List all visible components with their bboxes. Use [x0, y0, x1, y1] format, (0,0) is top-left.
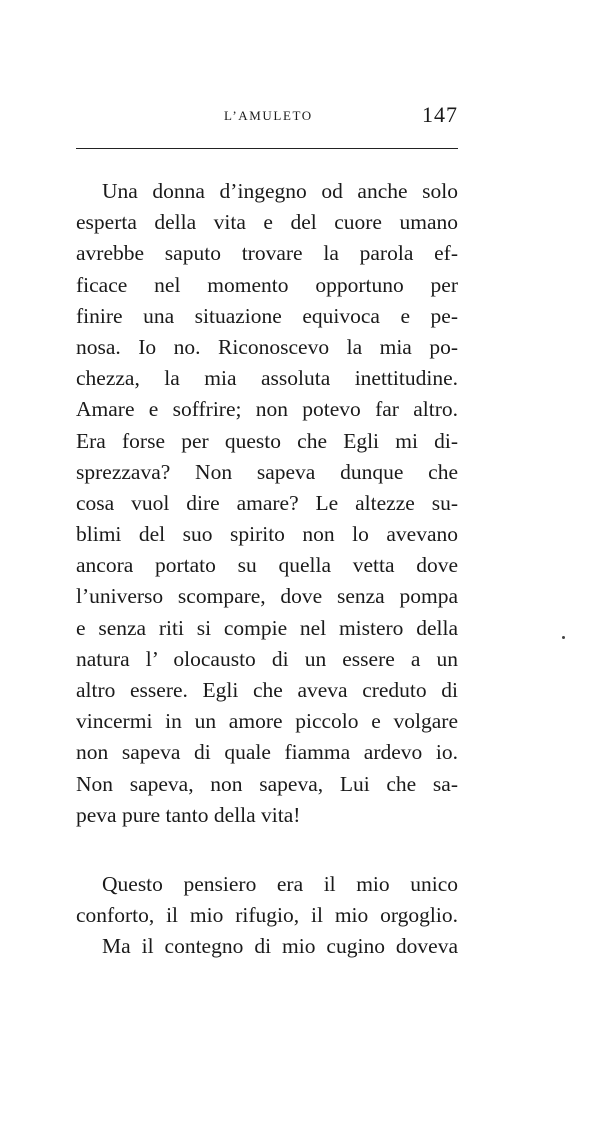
running-title: L’AMULETO: [224, 108, 313, 123]
text-line: e senza riti si compie nel mistero della: [76, 615, 458, 640]
text-line: Non sapeva, non sapeva, Lui che sa-: [76, 771, 458, 796]
text-line: Ma il contegno di mio cugino doveva: [102, 934, 458, 959]
paragraph-gap: [76, 831, 458, 869]
header-rule: [76, 148, 458, 149]
text-line: conforto, il mio rifugio, il mio orgoglio.: [76, 903, 458, 928]
text-line: chezza, la mia assoluta inettitudine.: [76, 366, 458, 391]
text-line: blimi del suo spirito non lo avevano: [76, 522, 458, 547]
text-line: peva pure tanto della vita!: [76, 802, 301, 827]
text-line: finire una situazione equivoca e pe-: [76, 303, 458, 328]
text-line: altro essere. Egli che aveva creduto di: [76, 678, 458, 702]
text-line: nosa. Io no. Riconoscevo la mia po-: [76, 334, 458, 359]
page-number: 147: [422, 102, 458, 127]
body-text: [76, 176, 458, 963]
paragraph-2: [76, 869, 458, 963]
text-line: Amare e soffrire; non potevo far altro.: [76, 397, 458, 422]
text-line: esperta della vita e del cuore umano: [76, 210, 458, 235]
text-line: Questo pensiero era il mio unico: [102, 871, 458, 896]
text-line: sprezzava? Non sapeva dunque che: [76, 459, 458, 484]
text-line: natura l’ olocausto di un essere a un: [76, 646, 458, 671]
paragraph-1: [76, 176, 458, 831]
text-line: non sapeva di quale fiamma ardevo io.: [76, 740, 458, 765]
text-line: Una donna d’ingegno od anche solo: [102, 179, 458, 203]
text-line: avrebbe saputo trovare la parola ef-: [76, 241, 458, 266]
text-line: Era forse per questo che Egli mi di-: [76, 428, 458, 453]
text-line: ficace nel momento opportuno per: [76, 272, 458, 297]
text-line: cosa vuol dire amare? Le altezze su-: [76, 490, 458, 515]
text-line: l’universo scompare, dove senza pompa: [76, 584, 458, 609]
print-speck: [562, 636, 565, 639]
text-line: vincermi in un amore piccolo e volgare: [76, 709, 458, 734]
running-head: [78, 104, 460, 132]
text-line: ancora portato su quella vetta dove: [76, 553, 458, 578]
